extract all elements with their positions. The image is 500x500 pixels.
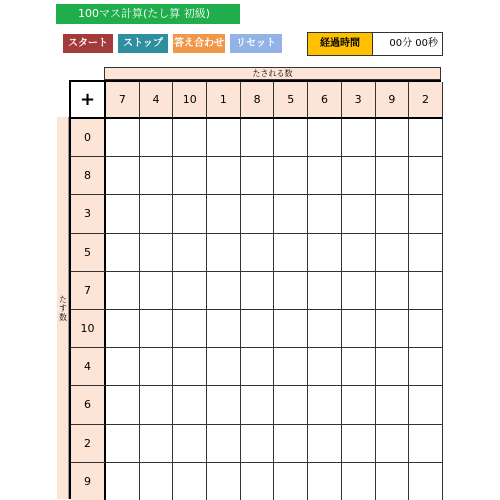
answer-cell[interactable] [140,310,174,348]
operator-corner: + [71,82,106,119]
answer-cell[interactable] [376,310,410,348]
answer-cell[interactable] [376,386,410,424]
answer-cell[interactable] [207,386,241,424]
answer-cell[interactable] [207,348,241,386]
answer-cell[interactable] [376,425,410,463]
answer-cell[interactable] [207,234,241,272]
answer-cell[interactable] [342,157,376,195]
answer-cell[interactable] [376,463,410,500]
answer-cell[interactable] [173,119,207,157]
row-number: 6 [71,386,106,424]
column-number: 4 [140,82,174,119]
answer-cell[interactable] [376,157,410,195]
answer-cell[interactable] [409,310,443,348]
column-number: 9 [376,82,410,119]
answer-cell[interactable] [308,386,342,424]
app-title: 100マス計算(たし算 初級) [56,4,240,24]
answer-cell[interactable] [173,348,207,386]
answer-cell[interactable] [207,157,241,195]
answer-cell[interactable] [173,157,207,195]
answer-cell[interactable] [140,195,174,233]
answer-cell[interactable] [274,272,308,310]
answer-cell[interactable] [207,272,241,310]
answer-cell[interactable] [140,272,174,310]
check-answers-button[interactable]: 答え合わせ [173,34,225,53]
answer-cell[interactable] [342,425,376,463]
answer-cell[interactable] [376,195,410,233]
answer-cell[interactable] [173,195,207,233]
answer-cell[interactable] [409,119,443,157]
answer-cell[interactable] [342,463,376,500]
elapsed-time-label: 経過時間 [307,32,373,56]
answer-cell[interactable] [308,234,342,272]
answer-cell[interactable] [274,348,308,386]
column-number: 6 [308,82,342,119]
answer-cell[interactable] [308,195,342,233]
answer-cell[interactable] [140,234,174,272]
row-number: 5 [71,234,106,272]
answer-cell[interactable] [308,348,342,386]
row-number: 8 [71,157,106,195]
column-number: 7 [106,82,140,119]
answer-cell[interactable] [106,119,140,157]
answer-cell[interactable] [241,425,275,463]
answer-cell[interactable] [140,157,174,195]
answer-cell[interactable] [342,310,376,348]
answer-cell[interactable] [409,348,443,386]
answer-cell[interactable] [241,386,275,424]
answer-cell[interactable] [274,157,308,195]
answer-cell[interactable] [106,310,140,348]
answer-cell[interactable] [308,463,342,500]
answer-cell[interactable] [207,463,241,500]
answer-cell[interactable] [274,310,308,348]
answer-cell[interactable] [241,310,275,348]
answer-cell[interactable] [274,234,308,272]
answer-cell[interactable] [409,425,443,463]
answer-cell[interactable] [409,157,443,195]
answer-cell[interactable] [241,348,275,386]
answer-cell[interactable] [274,425,308,463]
row-number: 9 [71,463,106,500]
answer-cell[interactable] [140,119,174,157]
reset-button[interactable]: リセット [230,34,282,53]
column-number: 3 [342,82,376,119]
answer-cell[interactable] [207,195,241,233]
answer-cell[interactable] [376,272,410,310]
column-number: 1 [207,82,241,119]
answer-cell[interactable] [409,386,443,424]
answer-cell[interactable] [274,195,308,233]
answer-cell[interactable] [308,310,342,348]
row-caption-box [57,117,69,499]
answer-cell[interactable] [207,425,241,463]
answer-cell[interactable] [274,386,308,424]
answer-cell[interactable] [173,386,207,424]
answer-cell[interactable] [106,386,140,424]
row-number: 2 [71,425,106,463]
answer-cell[interactable] [106,195,140,233]
answer-cell[interactable] [342,195,376,233]
column-number: 8 [241,82,275,119]
start-button[interactable]: スタート [63,34,113,53]
answer-cell[interactable] [241,157,275,195]
column-number: 10 [173,82,207,119]
answer-cell[interactable] [308,157,342,195]
answer-cell[interactable] [241,234,275,272]
answer-cell[interactable] [342,348,376,386]
answer-cell[interactable] [409,195,443,233]
answer-cell[interactable] [308,425,342,463]
answer-cell[interactable] [106,463,140,500]
answer-cell[interactable] [106,348,140,386]
answer-cell[interactable] [140,386,174,424]
answer-cell[interactable] [409,463,443,500]
row-number: 4 [71,348,106,386]
answer-cell[interactable] [140,425,174,463]
answer-cell[interactable] [106,272,140,310]
answer-cell[interactable] [376,234,410,272]
answer-cell[interactable] [376,119,410,157]
answer-cell[interactable] [274,463,308,500]
answer-cell[interactable] [342,119,376,157]
answer-cell[interactable] [376,348,410,386]
answer-cell[interactable] [241,195,275,233]
row-number: 3 [71,195,106,233]
answer-cell[interactable] [241,272,275,310]
answer-cell[interactable] [173,425,207,463]
answer-cell[interactable] [173,463,207,500]
answer-cell[interactable] [308,119,342,157]
answer-cell[interactable] [106,157,140,195]
column-caption: たされる数 [104,67,441,80]
answer-cell[interactable] [342,386,376,424]
row-number: 0 [71,119,106,157]
answer-cell[interactable] [106,234,140,272]
answer-cell[interactable] [409,272,443,310]
row-number: 10 [71,310,106,348]
row-caption: たす数 [58,294,68,322]
answer-cell[interactable] [207,119,241,157]
answer-cell[interactable] [140,463,174,500]
column-number: 2 [409,82,443,119]
answer-cell[interactable] [241,463,275,500]
elapsed-time-value: 00分 00秒 [372,32,443,56]
answer-cell[interactable] [342,272,376,310]
answer-cell[interactable] [140,348,174,386]
answer-cell[interactable] [274,119,308,157]
answer-cell[interactable] [173,272,207,310]
answer-cell[interactable] [106,425,140,463]
answer-cell[interactable] [409,234,443,272]
answer-cell[interactable] [173,234,207,272]
column-number: 5 [274,82,308,119]
row-number: 7 [71,272,106,310]
answer-cell[interactable] [241,119,275,157]
answer-cell[interactable] [207,310,241,348]
answer-cell[interactable] [308,272,342,310]
answer-cell[interactable] [173,310,207,348]
stop-button[interactable]: ストップ [118,34,168,53]
answer-cell[interactable] [342,234,376,272]
calc-grid [69,80,441,499]
